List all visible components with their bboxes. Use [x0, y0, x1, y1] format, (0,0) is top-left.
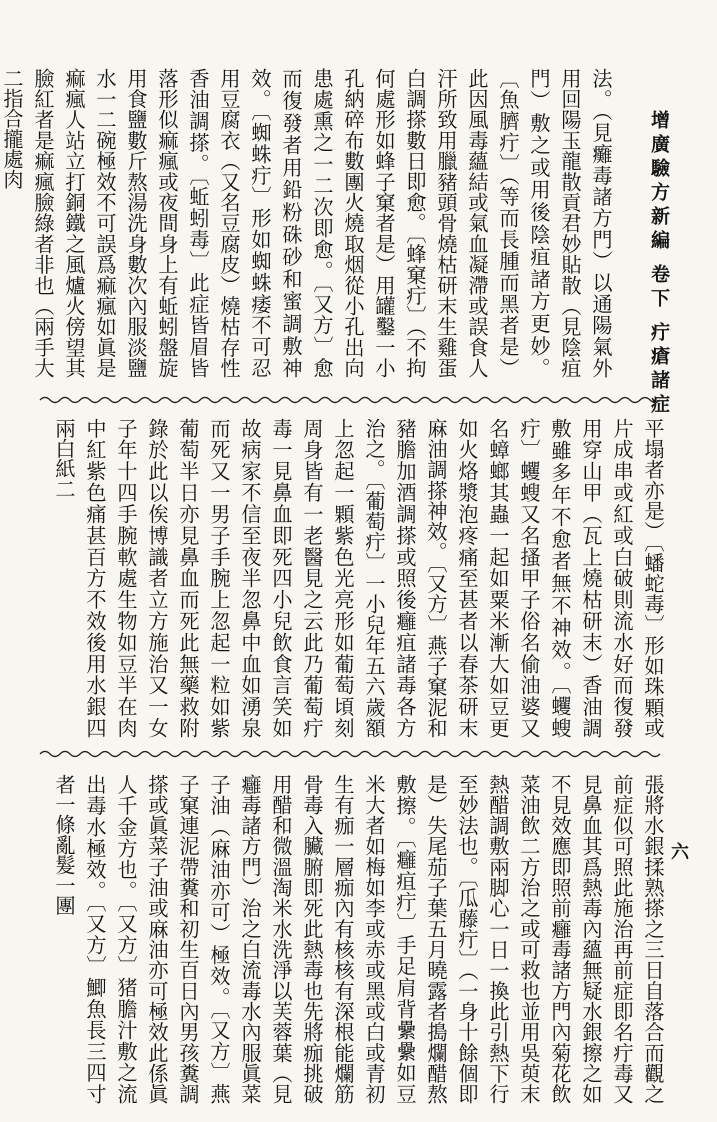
page-number: 六 [668, 842, 689, 860]
book-title: 增廣驗方新編 [648, 110, 670, 254]
section-text: 張將水銀揉熟搽之三日自落合而觀之前症似可照此施治再前症即名疔毒又見鼻血其爲熱毒內蘊無疑水銀擦之如不見效應即照前癰毒諸方門內菊花飲菜油飲二方治之或可救也並用吳萸末熱醋調敷兩脚心一日一換此引熱下行至妙法也。〔瓜藤疔〕（一身十餘個即是）失尾茄子葉五月曉露者搗爛醋熬敷擦。〔癰疽疔〕手足肩背纍纍如豆米大者如梅如李或赤或黑或白或青初生有痂一層痂內有核核有深根能爛筋骨毒入臟腑即死此熱毒也先將痂挑破用醋和微溫淘米水洗淨以芙蓉葉（見癰毒諸方門）治之白流毒水內服眞菜子油（麻油亦可）極效。〔又方〕燕子窠連泥帶糞和初生百日內男孩糞調搽或眞菜子油或麻油亦可極效此係眞人千金方也。〔又方〕猪膽汁敷之流出毒水極效。〔又方〕鯽魚長三四寸者一條亂髮一團 [52, 774, 665, 1104]
wavy-divider [40, 394, 660, 406]
volume-label: 卷下 [648, 264, 670, 312]
text-section-middle [40, 418, 668, 738]
text-section-top [0, 68, 616, 378]
text-section-bottom [40, 774, 668, 1104]
section-text: 法。（見癱毒諸方門）以通陽氣外用回陽玉龍散貢君妙貼散（見陰疽門）敷之或用後陰疽諸方更妙。〔魚臍疔〕（等而長腫而黑者是）此因風毒蘊結或氣血凝滯或誤食人汗所致用臘豬頭骨燒枯研末生雞蛋白調搽數日即愈。〔蜂窠疔〕（不拘何處形如蜂子窠者是）用罐鑿一小孔納碎布數團火燒取烟從小孔出向患處熏之一二次即愈。〔又方〕愈而復發者用鉛粉硃砂和蜜調敷神效。〔蜘蛛疔〕形如蜘蛛痿不可忍用豆腐衣（又名豆腐皮）燒枯存性香油調搽。〔蚯蚓毒〕此症皆眉皆落形似痲瘋或夜間身上有蚯蚓盤旋用食鹽數斤熬湯洗身數次內服淡鹽水一二碗極效不可誤爲痲瘋如眞是痲瘋人站立打銅鐵之風爐火傍望其臉紅者是痲瘋臉綠者非也（兩手大二指合攏處肉 [0, 68, 613, 378]
section-text: 平塌者亦是）〔蟠蛇毒〕形如珠顆或片成串或紅或白破則流水好而復發用穿山甲（瓦上燒枯研末）香油調敷雖多年不愈者無不神效。〔蠼螋疔〕蠼螋又名搔甲子俗名偷油婆又名蟑螂其蟲一起如粟米漸大如豆更如火烙漿泡疼痛至甚者以春茶研末麻油調搽神效。〔又方〕燕子窠泥和豬膽加酒調搽或照後癰疽諸毒各方治之。〔葡萄疔〕一小兒年五六歲額上忽起一顆紫色光亮形如葡萄頃刻周身皆有一老醫見之云此乃葡萄疔毒一見鼻血即死四小兒飲食言笑如故病家不信至夜半忽鼻中血如湧泉而死又一男子手腕上忽起一粒如紫葡萄半日亦見鼻血而死此無藥救附錄於此以俟博識者立方施治又一女子年十四手腕軟處生物如豆半在肉中紅紫色痛甚百方不效後用水銀四兩白紙二 [52, 418, 665, 738]
wavy-divider [40, 748, 660, 760]
chapter-title: 疔瘡諸症 [648, 322, 670, 418]
running-header [646, 110, 673, 418]
